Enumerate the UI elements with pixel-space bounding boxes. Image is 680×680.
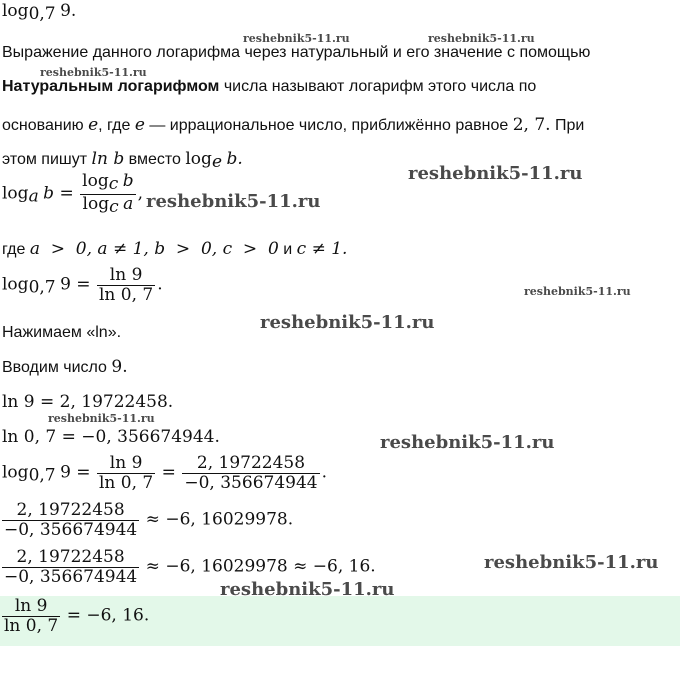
b-argument: b.: [226, 149, 243, 169]
text-instead: вместо: [128, 151, 181, 168]
step-2: [2, 454, 327, 492]
press-ln-line: Нажимаем «ln».: [2, 324, 122, 341]
fraction-denominator: ln 0, 7: [4, 615, 59, 636]
numerator-arg: b: [122, 171, 134, 191]
conditions-expr-2: c ≠ 1.: [296, 239, 348, 259]
step-3-fraction: [2, 501, 139, 539]
equals-sign: =: [161, 462, 176, 483]
fraction-denominator: −0, 356674944: [184, 472, 318, 493]
ln-b: ln b: [91, 149, 125, 169]
log-base-c: c: [109, 196, 119, 217]
entered-number: 9.: [111, 357, 128, 377]
ln9-result: ln 9 = 2, 19722458.: [2, 392, 174, 412]
step-2-fraction-1: [97, 454, 155, 492]
text-write: этом пишут: [2, 151, 88, 168]
log-symbol: log: [2, 183, 29, 204]
natural-log-term: Натуральным логарифмом: [2, 78, 220, 95]
step-1-fraction: [97, 266, 155, 304]
watermark: reshebnik5-11.ru: [428, 32, 535, 45]
e-value: 2, 7.: [512, 115, 551, 135]
intro-line-2: [2, 78, 536, 96]
log-base-a: a: [28, 186, 39, 207]
log-base: 0,7: [28, 277, 56, 298]
intro-line-2-rest: числа называют логарифм этого числа по: [223, 78, 537, 95]
formula-fraction: [80, 172, 135, 216]
text-base: основанию: [2, 117, 84, 134]
intro-line-3: [2, 116, 584, 136]
fraction-numerator: 2, 19722458: [182, 454, 319, 474]
log-base-c: c: [108, 174, 119, 194]
fraction-numerator: 2, 19722458: [2, 501, 139, 521]
text-irrational: — иррациональное число, приближённо равное: [149, 117, 509, 134]
fraction-numerator: ln 9: [97, 454, 155, 474]
text-where: где: [2, 241, 26, 258]
formula-lhs-arg: b =: [43, 183, 74, 204]
log-argument: 9.: [60, 1, 77, 21]
e-symbol-2: e: [134, 115, 145, 135]
log-base: 0,7: [28, 4, 56, 24]
watermark: reshebnik5-11.ru: [524, 285, 631, 298]
log-symbol: log: [2, 462, 29, 483]
period: .: [157, 274, 163, 295]
period: .: [321, 462, 327, 483]
fraction-denominator: −0, 356674944: [4, 566, 138, 587]
step-3: [2, 501, 293, 539]
fraction-numerator: 2, 19722458: [2, 548, 139, 568]
log-symbol: log: [2, 1, 29, 21]
fraction-numerator: ln 9: [97, 266, 155, 286]
log-symbol: log: [185, 149, 212, 169]
watermark: reshebnik5-11.ru: [260, 312, 435, 333]
final-answer: [2, 597, 149, 635]
approx-value: ≈ −6, 16029978 ≈ −6, 16.: [145, 556, 376, 577]
approx-value: ≈ −6, 16029978.: [145, 509, 294, 530]
text-where: , где: [98, 117, 131, 134]
watermark: reshebnik5-11.ru: [380, 432, 555, 453]
log-symbol: log: [82, 193, 110, 214]
change-of-base-formula: [2, 172, 143, 216]
log-base: 0,7: [28, 465, 56, 486]
ln07-result: ln 0, 7 = −0, 356674944.: [2, 427, 220, 447]
log-argument: 9 =: [60, 462, 91, 483]
text-enter: Вводим число: [2, 359, 107, 376]
conditions-expr: a > 0, a ≠ 1, b > 0, c > 0: [29, 239, 279, 259]
conditions-line: [2, 240, 347, 260]
text-and: и: [283, 241, 293, 258]
log-symbol: log: [2, 274, 29, 295]
denominator-arg: a: [123, 193, 134, 214]
log-argument: 9 =: [60, 274, 91, 295]
fraction-denominator: −0, 356674944: [4, 519, 138, 540]
fraction-denominator: ln 0, 7: [98, 284, 154, 305]
watermark: reshebnik5-11.ru: [220, 579, 395, 600]
formula-comma: ,: [137, 183, 143, 204]
answer-fraction: [2, 597, 60, 635]
watermark: reshebnik5-11.ru: [48, 412, 155, 425]
intro-line-1: Выражение данного логарифма через натуральный и его значение с помощью: [2, 44, 591, 61]
e-symbol: e: [88, 115, 99, 135]
fraction-numerator: ln 9: [2, 597, 60, 617]
enter-number-line: [2, 358, 128, 378]
answer-value: = −6, 16.: [66, 605, 150, 626]
log-base-e: e: [211, 152, 222, 172]
text-when: При: [555, 117, 585, 134]
step-4-fraction: [2, 548, 139, 586]
watermark: reshebnik5-11.ru: [146, 191, 321, 212]
log-symbol: log: [82, 171, 109, 191]
task-title: [2, 2, 76, 25]
watermark: reshebnik5-11.ru: [243, 32, 350, 45]
watermark: reshebnik5-11.ru: [408, 163, 583, 184]
step-2-fraction-2: [182, 454, 319, 492]
watermark: reshebnik5-11.ru: [40, 66, 147, 79]
intro-line-4: [2, 150, 243, 173]
fraction-denominator: ln 0, 7: [98, 472, 154, 493]
step-1: [2, 266, 163, 304]
watermark: reshebnik5-11.ru: [484, 552, 659, 573]
